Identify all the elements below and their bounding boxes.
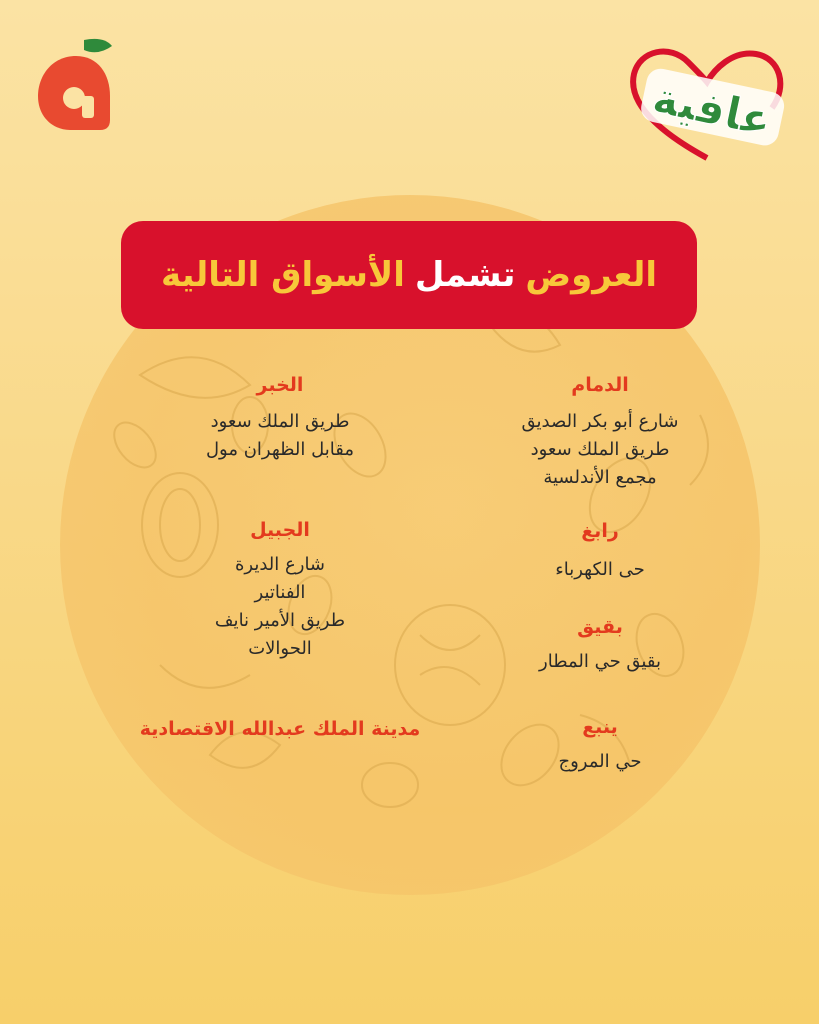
city-name: الخبر bbox=[256, 374, 304, 396]
banner-word-include: تشمل bbox=[414, 255, 516, 295]
city-block-khobar bbox=[160, 372, 400, 464]
city-name: رابغ bbox=[581, 520, 619, 542]
city-block-kaec bbox=[110, 716, 450, 742]
place-item: الحوالات bbox=[248, 638, 312, 659]
place-item: شارع أبو بكر الصديق bbox=[521, 411, 679, 432]
apple-a-icon bbox=[36, 36, 116, 132]
header-banner bbox=[121, 221, 697, 329]
city-name: الدمام bbox=[571, 374, 629, 396]
city-block-dammam bbox=[490, 372, 710, 492]
place-item: طريق الملك سعود bbox=[210, 411, 350, 432]
place-item: بقيق حي المطار bbox=[539, 651, 661, 672]
place-item: شارع الديرة bbox=[234, 554, 326, 575]
place-item: حي المروج bbox=[558, 751, 642, 772]
city-block-abqaiq bbox=[490, 614, 710, 676]
place-item: مقابل الظهران مول bbox=[205, 439, 355, 460]
place-item: مجمع الأندلسية bbox=[543, 467, 657, 488]
place-item: الفناتير bbox=[254, 582, 306, 603]
svg-text:عافية: عافية bbox=[648, 72, 777, 147]
city-block-jubail bbox=[160, 517, 400, 663]
afia-logo bbox=[622, 40, 792, 168]
city-name: الجبيل bbox=[250, 519, 310, 541]
place-item: حى الكهرباء bbox=[555, 559, 645, 580]
city-block-rabigh bbox=[490, 518, 710, 584]
place-item: طريق الأمير نايف bbox=[214, 610, 346, 631]
banner-word-markets: الأسواق التالية bbox=[160, 255, 405, 295]
city-name: بقيق bbox=[577, 616, 623, 638]
banner-word-offers: العروض bbox=[525, 255, 658, 295]
city-block-yanbu bbox=[490, 714, 710, 776]
city-name: مدينة الملك عبدالله الاقتصادية bbox=[139, 718, 421, 740]
city-name: ينبع bbox=[582, 716, 618, 738]
place-item: طريق الملك سعود bbox=[530, 439, 670, 460]
